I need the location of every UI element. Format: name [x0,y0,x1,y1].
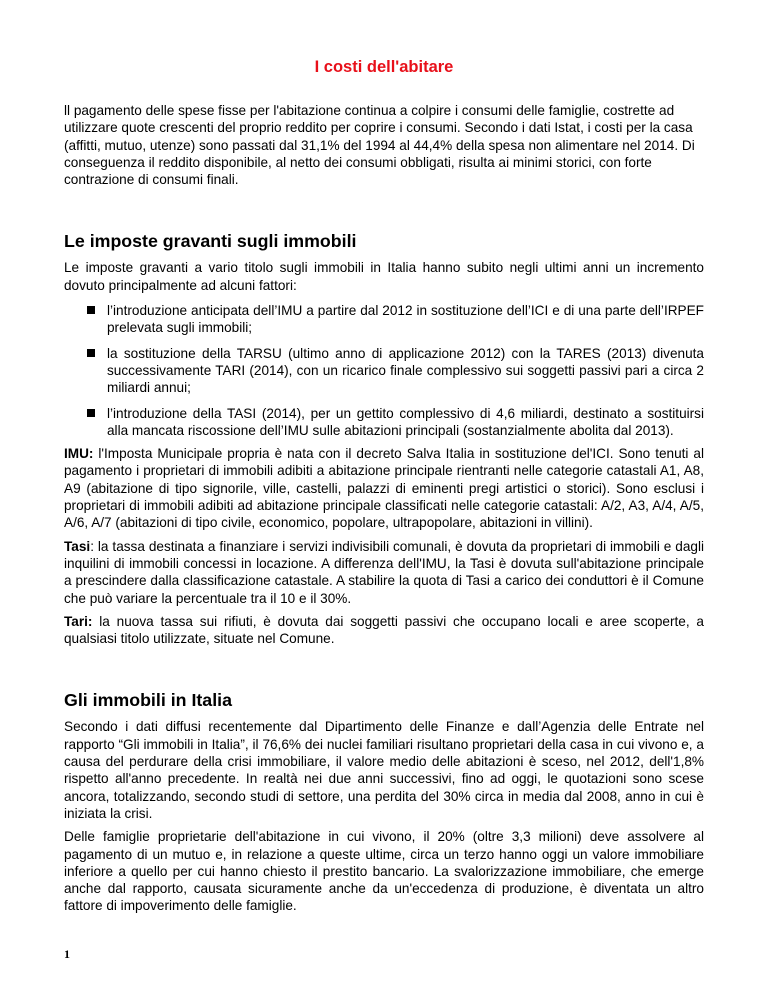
square-bullet-icon [87,409,95,417]
imu-text: l'Imposta Municipale propria è nata con il decreto Salva Italia in sostituzione del'ICI. Sono tenuti al pagamento i proprietari di immobili adibiti a abitazione principale rientranti nelle categorie catastali A1, A8, A9 (abitazione di tipo signorile, ville, castelli, palazzi di eminenti pregi artistici o storici). Sono esclusi i proprietari di immobili adibiti ad abitazione principale classificati nelle categorie catastali: A/2, A3, A/4, A/5, A/6, A/7 (abitazioni di tipo civile, economico, popolare, ultrapopolare, abitazioni in villini). [64,446,704,531]
list-item [64,405,704,440]
immobili-paragraph-2: Delle famiglie proprietarie dell'abitazione in cui vivono, il 20% (oltre 3,3 milioni) deve assolvere al pagamento di un mutuo e, in relazione a queste ultime, circa un terzo hanno oggi un valore immobiliare inferiore a quello per cui hanno chiesto il prestito bancario. La svalorizzazione immobiliare, che emerge anche dal rapporto, causata sicuramente anche da un'eccedenza di produzione, è diventata un altro fattore di impoverimento delle famiglie. [64,829,704,914]
list-item [64,345,704,397]
square-bullet-icon [87,306,95,314]
immobili-paragraph-1: Secondo i dati diffusi recentemente dal Dipartimento delle Finanze e dall’Agenzia delle Entrate nel rapporto “Gli immobili in Italia”, il 76,6% dei nuclei familiari risultano proprietari della casa in cui vivono e, a causa del perdurare della crisi immobiliare, il valore medio delle abitazioni è sceso, nel 2012, dell'1,8% rispetto all'anno precedente. In realtà nei due anni successivi, fino ad oggi, le quotazioni sono scese ancora, totalizzando, secondo studi di settore, una perdita del 30% circa in media dal 2008, anno in cui è iniziata la crisi. [64,719,704,821]
page-title: I costi dell'abitare [314,58,454,76]
section-heading-immobili: Gli immobili in Italia [64,690,232,711]
list-item-text: la sostituzione della TARSU (ultimo anno di applicazione 2012) con la TARES (2013) divenuta successivamente TARI (2014), con un ricarico finale complessivo sui soggetti passivi pari a circa 2 miliardi annui; [107,345,704,396]
tasi-label: Tasi [64,538,91,554]
document-page [64,58,704,915]
tasi-paragraph [64,538,704,607]
list-item [64,302,704,337]
list-item-text: l’introduzione della TASI (2014), per un gettito complessivo di 4,6 miliardi, destinato a sostituirsi alla mancata riscossione dell’IMU sulle abitazioni principali (sostanzialmente abolita dal 2013). [107,405,704,438]
tari-text: la nuova tassa sui rifiuti, è dovuta dai soggetti passivi che occupano locali e aree scoperte, a qualsiasi titolo utilizzate, situate nel Comune. [64,613,704,647]
tasi-text: : la tassa destinata a finanziare i servizi indivisibili comunali, è dovuta da proprietari di immobili e dagli inquilini di immobili concessi in locazione. A differenza dell'IMU, la Tasi è dovuta sull'abitazione principale a prescindere dalla classificazione catastale. A stabilire la quota di Tasi a carico dei conduttori è il Comune che può variare la percentuale tra il 10 e il 30%. [64,538,704,606]
list-item-text: l’introduzione anticipata dell’IMU a partire dal 2012 in sostituzione dell’ICI e di una parte dell’IRPEF prelevata sugli immobili; [107,303,704,336]
tari-paragraph [64,613,704,648]
square-bullet-icon [87,349,95,357]
imu-paragraph [64,445,704,531]
page-number: 1 [64,947,70,961]
section-heading-imposte: Le imposte gravanti sugli immobili [64,231,357,252]
imu-label: IMU: [64,446,94,462]
bullet-list [64,302,704,439]
intro-paragraph: ll pagamento delle spese fisse per l'abitazione continua a colpire i consumi delle famiglie, costrette ad utilizzare quote crescenti del proprio reddito per coprire i consumi. Secondo i dati Istat, i costi per la casa (affitti, mutuo, utenze) sono passati dal 31,1% del 1994 al 44,4% della spesa non alimentare nel 2014. Di conseguenza il reddito disponibile, al netto dei consumi obbligati, risulta ai minimi storici, con forte contrazione di consumi finali. [64,103,695,188]
section-lead: Le imposte gravanti a vario titolo sugli immobili in Italia hanno subito negli ultimi anni un incremento dovuto principalmente ad alcuni fattori: [64,260,704,293]
tari-label: Tari: [64,613,93,629]
